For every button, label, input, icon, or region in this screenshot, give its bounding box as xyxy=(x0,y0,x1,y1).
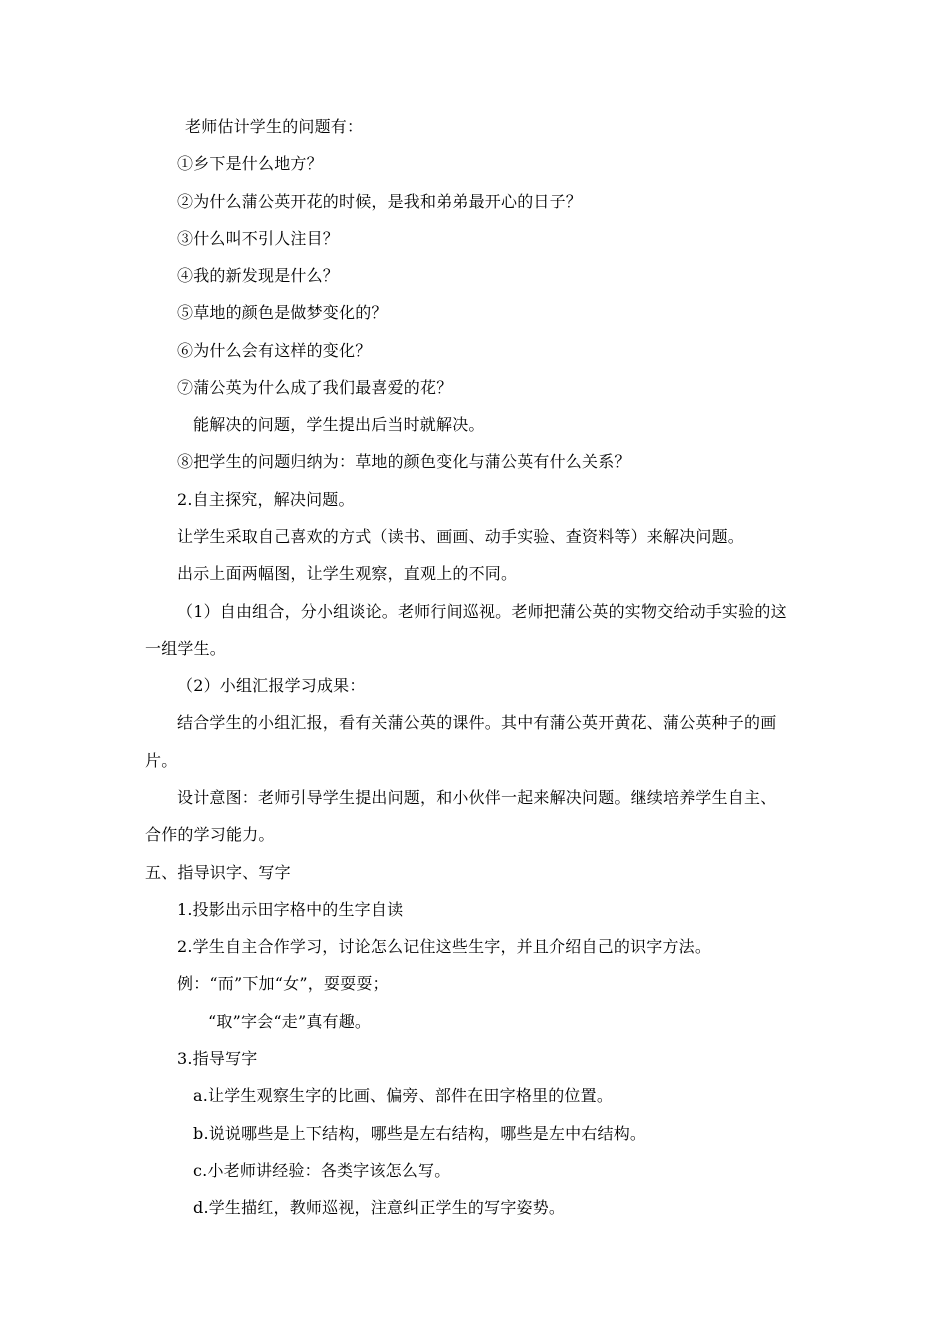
text-line: 例：“而”下加“女”，耍耍耍； xyxy=(177,974,389,993)
text-line: （1）自由组合，分小组谈论。老师行间巡视。老师把蒲公英的实物交给动手实验的这 xyxy=(177,602,787,621)
text-line: 结合学生的小组汇报，看有关蒲公英的课件。其中有蒲公英开黄花、蒲公英种子的画 xyxy=(177,713,777,732)
text-line: d.学生描红，教师巡视，注意纠正学生的写字姿势。 xyxy=(193,1198,566,1217)
text-line: ⑤草地的颜色是做梦变化的？ xyxy=(177,303,388,322)
text-line: 片。 xyxy=(145,751,178,770)
text-line: 让学生采取自己喜欢的方式（读书、画画、动手实验、查资料等）来解决问题。 xyxy=(177,527,745,546)
text-line: 老师估计学生的问题有： xyxy=(185,117,364,136)
text-line: ⑥为什么会有这样的变化？ xyxy=(177,341,372,360)
text-line: 能解决的问题，学生提出后当时就解决。 xyxy=(193,415,485,434)
text-line: ⑧把学生的问题归纳为：草地的颜色变化与蒲公英有什么关系？ xyxy=(177,452,631,471)
text-line: 1.投影出示田字格中的生字自读 xyxy=(177,900,404,919)
text-line: b.说说哪些是上下结构，哪些是左右结构，哪些是左中右结构。 xyxy=(193,1124,647,1143)
text-line: “取”字会“走”真有趣。 xyxy=(208,1012,372,1031)
text-line: c.小老师讲经验：各类字该怎么写。 xyxy=(193,1161,451,1180)
text-line: 设计意图：老师引导学生提出问题，和小伙伴一起来解决问题。继续培养学生自主、 xyxy=(177,788,777,807)
text-line: ③什么叫不引人注目？ xyxy=(177,229,340,248)
text-line: （2）小组汇报学习成果： xyxy=(177,676,366,695)
text-line: 合作的学习能力。 xyxy=(145,825,275,844)
section-heading: 五、指导识字、写字 xyxy=(145,863,291,882)
text-line: 2.学生自主合作学习，讨论怎么记住这些生字，并且介绍自己的识字方法。 xyxy=(177,937,712,956)
text-line: ①乡下是什么地方？ xyxy=(177,154,323,173)
text-line: 2.自主探究，解决问题。 xyxy=(177,490,355,509)
text-line: ④我的新发现是什么？ xyxy=(177,266,340,285)
text-line: ②为什么蒲公英开花的时候，是我和弟弟最开心的日子？ xyxy=(177,192,583,211)
text-line: 3.指导写字 xyxy=(177,1049,258,1068)
text-line: 出示上面两幅图，让学生观察，直观上的不同。 xyxy=(177,564,518,583)
text-line: ⑦蒲公英为什么成了我们最喜爱的花？ xyxy=(177,378,453,397)
text-line: 一组学生。 xyxy=(145,639,227,658)
text-line: a.让学生观察生字的比画、偏旁、部件在田字格里的位置。 xyxy=(193,1086,614,1105)
